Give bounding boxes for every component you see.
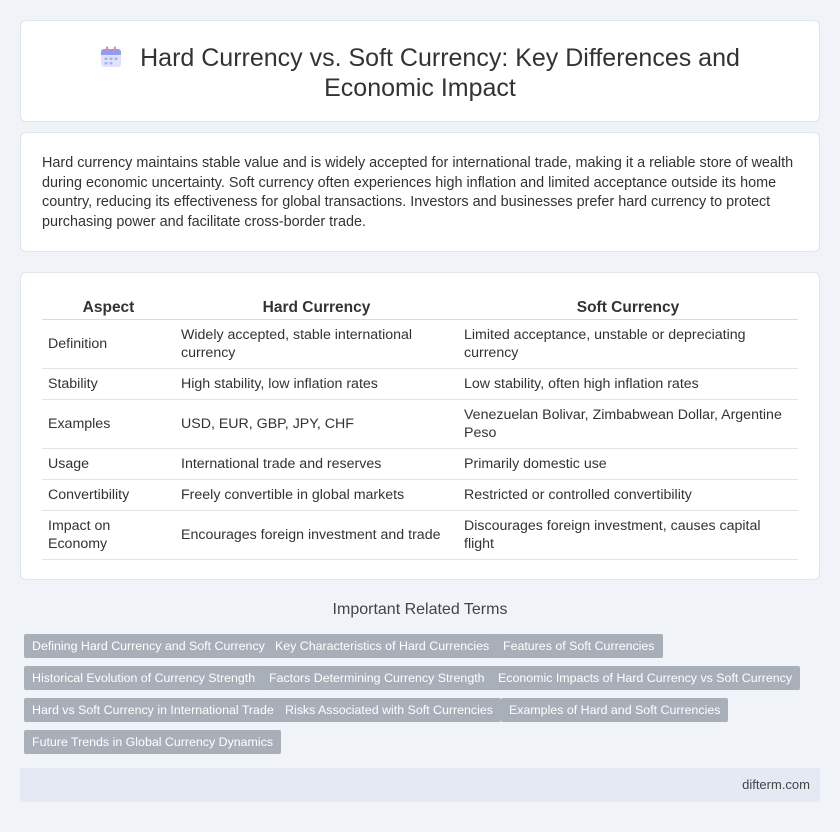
footer (20, 768, 820, 802)
intro-card (20, 132, 820, 252)
table-cell: Venezuelan Bolivar, Zimbabwean Dollar, Argentine Peso (458, 400, 798, 449)
header-hard-currency: Hard Currency (175, 296, 458, 320)
table-cell: Examples (42, 400, 175, 449)
table-header-row (42, 296, 798, 320)
related-tag[interactable]: Future Trends in Global Currency Dynamics (24, 730, 281, 754)
table-row (42, 511, 798, 560)
table-cell: Definition (42, 320, 175, 369)
table-row (42, 480, 798, 511)
related-tag[interactable]: Defining Hard Currency and Soft Currency (24, 634, 273, 658)
related-tag[interactable]: Key Characteristics of Hard Currencies (267, 634, 497, 658)
header-soft-currency: Soft Currency (458, 296, 798, 320)
title-card (20, 20, 820, 122)
table-cell: Stability (42, 369, 175, 400)
related-tag[interactable]: Risks Associated with Soft Currencies (277, 698, 501, 722)
table-row (42, 369, 798, 400)
table-cell: Usage (42, 449, 175, 480)
related-tag[interactable]: Features of Soft Currencies (495, 634, 663, 658)
table-cell: Encourages foreign investment and trade (175, 511, 458, 560)
related-tag[interactable]: Factors Determining Currency Strength (261, 666, 493, 690)
related-tag[interactable]: Hard vs Soft Currency in International Trade (24, 698, 282, 722)
table-cell: USD, EUR, GBP, JPY, CHF (175, 400, 458, 449)
table-cell: Convertibility (42, 480, 175, 511)
table-row (42, 449, 798, 480)
page-title: Hard Currency vs. Soft Currency: Key Differences and Economic Impact (140, 44, 740, 102)
related-tag[interactable]: Historical Evolution of Currency Strength (24, 666, 263, 690)
table-cell: Primarily domestic use (458, 449, 798, 480)
table-cell: Restricted or controlled convertibility (458, 480, 798, 511)
page-title-wrap (61, 43, 779, 103)
table-row (42, 400, 798, 449)
table-row (42, 320, 798, 369)
table-cell: High stability, low inflation rates (175, 369, 458, 400)
header-aspect: Aspect (42, 296, 175, 320)
table-cell: Widely accepted, stable international currency (175, 320, 458, 369)
table-cell: Impact on Economy (42, 511, 175, 560)
table-cell: International trade and reserves (175, 449, 458, 480)
comparison-card (20, 272, 820, 580)
table-cell: Limited acceptance, unstable or depreciating currency (458, 320, 798, 369)
table-cell: Discourages foreign investment, causes capital flight (458, 511, 798, 560)
table-cell: Low stability, often high inflation rates (458, 369, 798, 400)
related-terms-title: Important Related Terms (332, 601, 508, 618)
related-tag[interactable]: Economic Impacts of Hard Currency vs Soft Currency (490, 666, 800, 690)
related-tag[interactable]: Examples of Hard and Soft Currencies (501, 698, 728, 722)
calendar-icon (100, 46, 122, 68)
intro-paragraph: Hard currency maintains stable value and is widely accepted for international trade, making it a reliable store of wealth during economic uncertainty. Soft currency often experiences high inflation and limited acceptance outside its home country, reducing its effectiveness for global transactions. Investors and businesses prefer hard currency to protect purchasing power and facilitate cross-border trade. (42, 155, 794, 230)
table-cell: Freely convertible in global markets (175, 480, 458, 511)
footer-site-link[interactable]: difterm.com (742, 777, 810, 792)
comparison-table (42, 296, 798, 560)
